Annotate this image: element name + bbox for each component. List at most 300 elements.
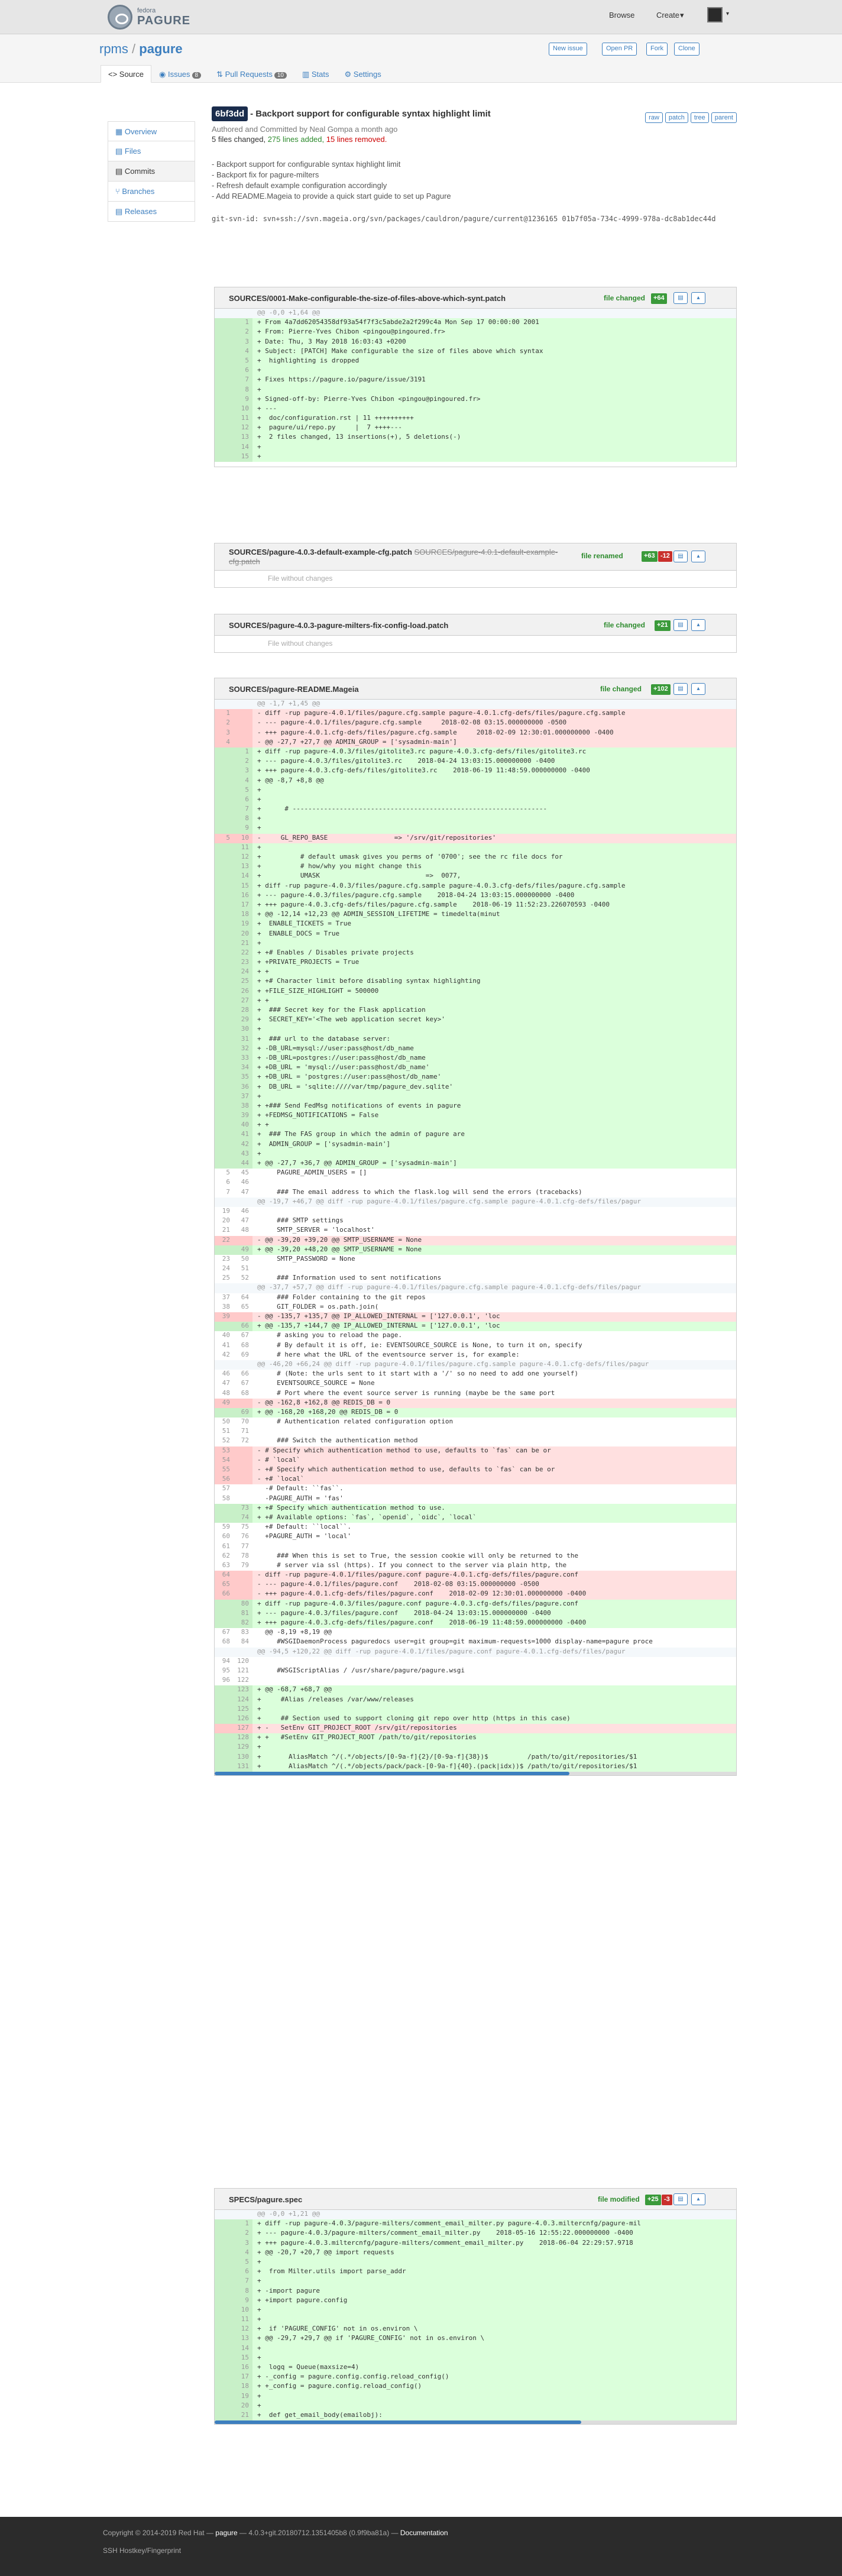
tab-issues[interactable]: ◉ Issues 8 [151,65,209,83]
new-line-number[interactable]: 29 [234,1015,252,1025]
old-line-number[interactable] [215,1600,234,1609]
old-line-number[interactable] [215,1073,234,1082]
open-pr-button[interactable]: Open PR [602,43,637,56]
new-line-number[interactable]: 13 [234,862,252,872]
old-line-number[interactable] [215,862,234,872]
collapse-icon[interactable]: ▴ [691,619,705,631]
old-line-number[interactable]: 2 [215,719,234,728]
new-line-number[interactable]: 70 [241,1418,249,1426]
sidebar-item-files[interactable]: ▤ Files [108,141,195,161]
new-line-number[interactable]: 43 [234,1150,252,1159]
new-line-number[interactable]: 35 [234,1073,252,1082]
new-line-number[interactable]: 20 [234,930,252,939]
repo-name-link[interactable]: pagure [139,41,183,56]
new-line-number[interactable] [234,1456,252,1465]
old-line-number[interactable]: 67 [222,1628,230,1636]
new-line-number[interactable] [234,1236,252,1245]
old-line-number[interactable] [215,1102,234,1111]
old-line-number[interactable] [215,2229,234,2238]
new-line-number[interactable] [234,2210,252,2219]
new-line-number[interactable]: 8 [234,2287,252,2296]
old-line-number[interactable] [215,2306,234,2315]
new-line-number[interactable]: 6 [234,2267,252,2277]
collapse-icon[interactable]: ▴ [691,551,705,562]
new-line-number[interactable]: 14 [234,443,252,452]
new-line-number[interactable]: 4 [234,2248,252,2258]
new-line-number[interactable]: 73 [234,1504,252,1513]
new-line-number[interactable] [234,1571,252,1580]
old-line-number[interactable]: 37 [222,1293,230,1301]
old-line-number[interactable]: 41 [222,1341,230,1349]
old-line-number[interactable]: 22 [215,1236,234,1245]
documentation-link[interactable]: Documentation [400,2529,448,2537]
old-line-number[interactable] [215,1360,234,1370]
new-line-number[interactable]: 45 [241,1169,249,1177]
old-line-number[interactable] [215,1140,234,1150]
old-line-number[interactable] [215,2325,234,2334]
new-line-number[interactable] [234,1465,252,1475]
old-line-number[interactable] [215,891,234,901]
old-line-number[interactable] [215,347,234,357]
new-line-number[interactable]: 31 [234,1035,252,1044]
old-line-number[interactable] [215,366,234,376]
new-line-number[interactable]: 13 [234,433,252,442]
new-line-number[interactable]: 65 [241,1302,249,1310]
new-line-number[interactable] [234,1648,252,1657]
old-line-number[interactable] [215,423,234,433]
new-line-number[interactable]: 7 [234,805,252,814]
old-line-number[interactable] [215,2411,234,2420]
old-line-number[interactable] [215,987,234,996]
old-line-number[interactable]: 57 [222,1484,230,1493]
old-line-number[interactable] [215,967,234,977]
old-line-number[interactable]: 61 [222,1542,230,1550]
new-line-number[interactable]: 8 [234,814,252,824]
new-line-number[interactable]: 40 [234,1121,252,1130]
old-line-number[interactable]: 58 [222,1494,230,1502]
file-name[interactable]: SOURCES/pagure-4.0.3-default-example-cfg.patch SOURCES/pagure-4.0.1-default-example-cfg.patch [229,548,558,566]
old-line-number[interactable]: 65 [215,1580,234,1590]
new-line-number[interactable]: 12 [234,2325,252,2334]
old-line-number[interactable] [215,795,234,805]
new-line-number[interactable]: 34 [234,1063,252,1073]
new-line-number[interactable]: 10 [234,2306,252,2315]
old-line-number[interactable] [215,1648,234,1657]
new-line-number[interactable]: 7 [234,2277,252,2286]
new-line-number[interactable]: 2 [234,2229,252,2238]
old-line-number[interactable]: 59 [222,1523,230,1531]
new-line-number[interactable]: 125 [234,1705,252,1714]
new-line-number[interactable]: 12 [234,853,252,862]
new-line-number[interactable]: 48 [241,1226,249,1234]
new-line-number[interactable]: 10 [234,834,252,843]
old-line-number[interactable]: 42 [222,1350,230,1358]
old-line-number[interactable]: 62 [222,1551,230,1559]
old-line-number[interactable] [215,338,234,347]
new-line-number[interactable]: 79 [241,1561,249,1569]
old-line-number[interactable]: 20 [222,1216,230,1225]
old-line-number[interactable] [215,882,234,891]
new-line-number[interactable] [234,1399,252,1408]
old-line-number[interactable]: 60 [222,1532,230,1541]
new-line-number[interactable]: 21 [234,939,252,949]
old-line-number[interactable] [215,930,234,939]
new-line-number[interactable]: 51 [241,1264,249,1273]
tab-source[interactable]: <> Source [101,65,151,83]
file-name[interactable]: SOURCES/pagure-4.0.3-pagure-milters-fix-config-load.patch [229,621,449,630]
new-line-number[interactable] [234,309,252,318]
new-line-number[interactable]: 1 [234,2219,252,2229]
new-line-number[interactable] [234,1360,252,1370]
old-line-number[interactable]: 52 [222,1436,230,1445]
new-issue-button[interactable]: New issue [549,43,587,56]
new-line-number[interactable]: 130 [234,1753,252,1762]
new-line-number[interactable]: 4 [234,776,252,786]
old-line-number[interactable]: 46 [222,1370,230,1378]
old-line-number[interactable] [215,853,234,862]
create-menu[interactable]: Create [656,11,680,20]
fork-button[interactable]: Fork [646,43,668,56]
old-line-number[interactable] [215,1150,234,1159]
new-line-number[interactable]: 64 [241,1293,249,1301]
new-line-number[interactable]: 66 [241,1370,249,1378]
new-line-number[interactable]: 6 [234,795,252,805]
old-line-number[interactable] [215,2354,234,2363]
old-line-number[interactable] [215,766,234,776]
old-line-number[interactable]: 49 [215,1399,234,1408]
new-line-number[interactable]: 49 [234,1245,252,1255]
old-line-number[interactable] [215,328,234,337]
new-line-number[interactable]: 11 [234,843,252,853]
new-line-number[interactable]: 9 [234,2296,252,2306]
old-line-number[interactable] [215,2373,234,2382]
old-line-number[interactable] [215,1006,234,1015]
new-line-number[interactable]: 10 [234,404,252,414]
old-line-number[interactable] [215,1743,234,1752]
new-line-number[interactable]: 123 [234,1685,252,1695]
new-line-number[interactable] [234,1484,252,1494]
old-line-number[interactable]: 50 [222,1418,230,1426]
old-line-number[interactable]: 7 [226,1187,230,1196]
new-line-number[interactable]: 75 [241,1523,249,1531]
new-line-number[interactable]: 82 [234,1619,252,1628]
old-line-number[interactable] [215,2219,234,2229]
scrollbar-thumb[interactable] [215,2420,581,2424]
old-line-number[interactable] [215,2392,234,2402]
new-line-number[interactable]: 121 [237,1666,249,1674]
old-line-number[interactable] [215,452,234,462]
old-line-number[interactable] [215,2296,234,2306]
old-line-number[interactable]: 56 [215,1475,234,1484]
old-line-number[interactable] [215,920,234,929]
old-line-number[interactable] [215,1322,234,1331]
new-line-number[interactable] [234,1494,252,1504]
old-line-number[interactable] [215,395,234,404]
old-line-number[interactable] [215,2344,234,2354]
tab-pull-requests[interactable]: ⇅ Pull Requests 10 [209,65,294,83]
raw-button[interactable]: raw [645,112,663,123]
old-line-number[interactable]: 47 [222,1379,230,1387]
old-line-number[interactable] [215,309,234,318]
old-line-number[interactable] [215,2267,234,2277]
sidebar-item-releases[interactable]: ▤ Releases [108,202,195,222]
new-line-number[interactable]: 44 [234,1159,252,1169]
new-line-number[interactable]: 66 [234,1322,252,1331]
clone-button[interactable]: Clone [674,43,699,56]
new-line-number[interactable] [234,738,252,747]
old-line-number[interactable] [215,1753,234,1762]
new-line-number[interactable]: 23 [234,958,252,967]
new-line-number[interactable]: 69 [241,1350,249,1358]
old-line-number[interactable]: 40 [222,1331,230,1339]
tab-stats[interactable]: ▥ Stats [302,70,329,79]
new-line-number[interactable]: 32 [234,1044,252,1054]
old-line-number[interactable] [215,357,234,366]
old-line-number[interactable]: 5 [226,1169,230,1177]
old-line-number[interactable]: 3 [215,729,234,738]
new-line-number[interactable]: 120 [237,1656,249,1665]
old-line-number[interactable] [215,872,234,881]
old-line-number[interactable]: 54 [215,1456,234,1465]
old-line-number[interactable] [215,2402,234,2411]
new-line-number[interactable]: 41 [234,1130,252,1140]
old-line-number[interactable] [215,910,234,920]
file-name[interactable]: SOURCES/pagure-README.Mageia [229,685,359,694]
new-line-number[interactable] [234,700,252,709]
parent-button[interactable]: parent [711,112,737,123]
new-line-number[interactable]: 126 [234,1714,252,1724]
new-line-number[interactable]: 26 [234,987,252,996]
new-line-number[interactable]: 3 [234,766,252,776]
old-line-number[interactable] [215,318,234,328]
new-line-number[interactable]: 7 [234,376,252,385]
new-line-number[interactable]: 16 [234,891,252,901]
old-line-number[interactable]: 64 [215,1571,234,1580]
new-line-number[interactable]: 47 [241,1187,249,1196]
new-line-number[interactable]: 18 [234,910,252,920]
new-line-number[interactable]: 78 [241,1551,249,1559]
ssh-hostkey-link[interactable]: SSH Hostkey/Fingerprint [103,2546,182,2555]
old-line-number[interactable]: 23 [222,1254,230,1263]
new-line-number[interactable]: 5 [234,2258,252,2267]
old-line-number[interactable]: 55 [215,1465,234,1475]
old-line-number[interactable]: 53 [215,1446,234,1456]
new-line-number[interactable]: 74 [234,1513,252,1523]
new-line-number[interactable] [234,729,252,738]
old-line-number[interactable] [215,843,234,853]
old-line-number[interactable]: 66 [215,1590,234,1599]
old-line-number[interactable] [215,443,234,452]
patch-button[interactable]: patch [665,112,688,123]
old-line-number[interactable]: 38 [222,1302,230,1310]
new-line-number[interactable]: 68 [241,1341,249,1349]
old-line-number[interactable] [215,1111,234,1121]
new-line-number[interactable] [234,719,252,728]
old-line-number[interactable] [215,1159,234,1169]
new-line-number[interactable]: 128 [234,1733,252,1743]
new-line-number[interactable]: 131 [234,1762,252,1772]
old-line-number[interactable] [215,1609,234,1619]
old-line-number[interactable] [215,786,234,795]
new-line-number[interactable] [234,1198,252,1207]
new-line-number[interactable]: 15 [234,882,252,891]
new-line-number[interactable]: 19 [234,920,252,929]
old-line-number[interactable]: 19 [222,1206,230,1215]
new-line-number[interactable]: 76 [241,1532,249,1541]
new-line-number[interactable] [234,1312,252,1322]
new-line-number[interactable]: 52 [241,1274,249,1282]
new-line-number[interactable]: 17 [234,901,252,910]
view-file-icon[interactable]: ▤ [673,619,688,631]
old-line-number[interactable]: 39 [215,1312,234,1322]
new-line-number[interactable]: 11 [234,414,252,423]
sidebar-item-overview[interactable]: ▦ Overview [108,121,195,141]
new-line-number[interactable]: 16 [234,2363,252,2373]
new-line-number[interactable]: 19 [234,2392,252,2402]
old-line-number[interactable]: 95 [222,1666,230,1674]
collapse-icon[interactable]: ▴ [691,292,705,304]
old-line-number[interactable]: 5 [215,834,234,843]
old-line-number[interactable] [215,2382,234,2391]
new-line-number[interactable]: 68 [241,1389,249,1397]
view-file-icon[interactable]: ▤ [673,292,688,304]
sidebar-item-commits[interactable]: ▤ Commits [108,161,195,182]
old-line-number[interactable] [215,958,234,967]
new-line-number[interactable]: 25 [234,977,252,986]
old-line-number[interactable] [215,1408,234,1418]
new-line-number[interactable]: 27 [234,996,252,1006]
old-line-number[interactable] [215,2239,234,2248]
pagure-logo-icon[interactable] [108,5,132,30]
old-line-number[interactable]: 24 [222,1264,230,1273]
new-line-number[interactable]: 1 [234,318,252,328]
old-line-number[interactable]: 63 [222,1561,230,1569]
new-line-number[interactable]: 122 [237,1676,249,1684]
new-line-number[interactable]: 72 [241,1436,249,1445]
old-line-number[interactable]: 25 [222,1274,230,1282]
new-line-number[interactable]: 36 [234,1083,252,1092]
new-line-number[interactable]: 3 [234,2239,252,2248]
old-line-number[interactable]: 1 [215,709,234,719]
old-line-number[interactable] [215,2287,234,2296]
new-line-number[interactable]: 69 [234,1408,252,1418]
new-line-number[interactable]: 1 [234,747,252,757]
new-line-number[interactable]: 129 [234,1743,252,1752]
tab-settings[interactable]: ⚙ Settings [344,70,381,79]
new-line-number[interactable]: 17 [234,2373,252,2382]
old-line-number[interactable]: 94 [222,1656,230,1665]
new-line-number[interactable]: 38 [234,1102,252,1111]
horizontal-scrollbar[interactable] [215,1772,736,1775]
view-file-icon[interactable]: ▤ [673,551,688,562]
view-file-icon[interactable]: ▤ [673,2193,688,2205]
new-line-number[interactable]: 46 [241,1178,249,1186]
new-line-number[interactable]: 4 [234,347,252,357]
old-line-number[interactable] [215,2334,234,2344]
new-line-number[interactable] [234,1283,252,1293]
old-line-number[interactable] [215,404,234,414]
old-line-number[interactable] [215,1724,234,1733]
old-line-number[interactable]: 21 [222,1226,230,1234]
old-line-number[interactable] [215,1054,234,1063]
old-line-number[interactable] [215,949,234,958]
new-line-number[interactable]: 83 [241,1628,249,1636]
old-line-number[interactable] [215,1685,234,1695]
new-line-number[interactable]: 9 [234,395,252,404]
new-line-number[interactable]: 37 [234,1092,252,1102]
old-line-number[interactable] [215,977,234,986]
old-line-number[interactable] [215,1695,234,1705]
new-line-number[interactable]: 11 [234,2315,252,2325]
new-line-number[interactable]: 42 [234,1140,252,1150]
old-line-number[interactable]: 4 [215,738,234,747]
brand[interactable]: PAGURE [137,14,191,27]
old-line-number[interactable] [215,1083,234,1092]
sidebar-item-branches[interactable]: ⑂ Branches [108,182,195,202]
old-line-number[interactable] [215,1504,234,1513]
new-line-number[interactable] [234,1475,252,1484]
old-line-number[interactable] [215,386,234,395]
old-line-number[interactable]: 68 [222,1637,230,1646]
collapse-icon[interactable]: ▴ [691,2193,705,2205]
new-line-number[interactable]: 127 [234,1724,252,1733]
new-line-number[interactable]: 24 [234,967,252,977]
new-line-number[interactable]: 20 [234,2402,252,2411]
old-line-number[interactable] [215,1015,234,1025]
old-line-number[interactable]: 48 [222,1389,230,1397]
new-line-number[interactable]: 13 [234,2334,252,2344]
old-line-number[interactable] [215,1121,234,1130]
new-line-number[interactable]: 39 [234,1111,252,1121]
new-line-number[interactable]: 15 [234,452,252,462]
browse-link[interactable]: Browse [609,11,635,20]
old-line-number[interactable] [215,824,234,833]
view-file-icon[interactable]: ▤ [673,683,688,695]
old-line-number[interactable] [215,1044,234,1054]
new-line-number[interactable]: 67 [241,1331,249,1339]
old-line-number[interactable] [215,1198,234,1207]
new-line-number[interactable] [234,1590,252,1599]
new-line-number[interactable]: 5 [234,786,252,795]
old-line-number[interactable] [215,1619,234,1628]
old-line-number[interactable] [215,1130,234,1140]
old-line-number[interactable] [215,700,234,709]
old-line-number[interactable]: 96 [222,1676,230,1684]
repo-namespace-link[interactable]: rpms [99,41,128,56]
old-line-number[interactable] [215,1035,234,1044]
old-line-number[interactable] [215,2258,234,2267]
new-line-number[interactable]: 28 [234,1006,252,1015]
new-line-number[interactable]: 30 [234,1025,252,1034]
old-line-number[interactable] [215,1714,234,1724]
new-line-number[interactable]: 21 [234,2411,252,2420]
old-line-number[interactable] [215,1762,234,1772]
old-line-number[interactable] [215,1245,234,1255]
old-line-number[interactable] [215,2210,234,2219]
pagure-link[interactable]: pagure [215,2529,238,2537]
new-line-number[interactable]: 71 [241,1427,249,1435]
old-line-number[interactable] [215,747,234,757]
new-line-number[interactable]: 9 [234,824,252,833]
old-line-number[interactable] [215,1733,234,1743]
old-line-number[interactable] [215,757,234,766]
new-line-number[interactable]: 46 [241,1206,249,1215]
old-line-number[interactable]: 51 [222,1427,230,1435]
old-line-number[interactable] [215,1705,234,1714]
new-line-number[interactable]: 2 [234,757,252,766]
old-line-number[interactable]: 6 [226,1178,230,1186]
new-line-number[interactable]: 14 [234,2344,252,2354]
